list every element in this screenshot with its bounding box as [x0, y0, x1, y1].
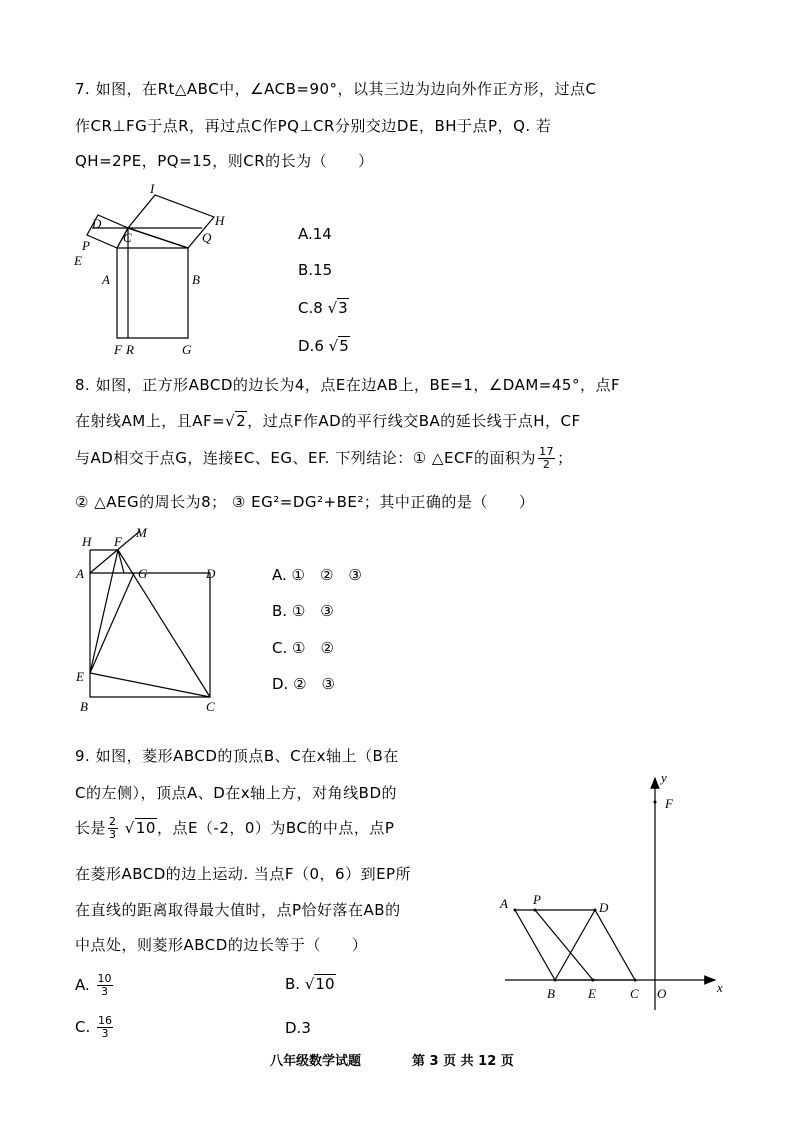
q8-option-a[interactable]: A. ① ② ③ — [272, 566, 362, 584]
q8-label-e: E — [76, 669, 84, 684]
q8-label-c: C — [206, 699, 215, 714]
q8-label-g: G — [138, 566, 148, 581]
q9-label-x: x — [717, 980, 723, 995]
q8-stem-line-3 — [75, 446, 573, 471]
q7-option-c-sqrt: √3 — [327, 299, 348, 317]
q7-option-d-sqrt: √5 — [328, 337, 349, 355]
q8-stem-line-1: 8. 如图，正方形ABCD的边长为4，点E在边AB上，BE=1，∠DAM=45°，点F — [75, 376, 621, 394]
q9-label-f: F — [665, 796, 673, 811]
q8-radicand: 2 — [236, 412, 247, 430]
q7-label-d: D — [92, 216, 102, 231]
q9-option-a-prefix: A. — [75, 976, 90, 994]
q7-label-c: C — [123, 230, 132, 245]
q9-option-b[interactable] — [285, 975, 336, 993]
q9-figure — [495, 770, 735, 1015]
q9-stem-line-2: C的左侧），顶点A、D在x轴上方，对角线BD的 — [75, 784, 398, 802]
q8-option-d[interactable]: D. ② ③ — [272, 675, 335, 693]
q8-fraction-num: 17 — [539, 445, 555, 458]
q9-label-c: C — [630, 986, 639, 1001]
q9-fraction-num: 2 — [109, 815, 117, 828]
q7-stem-line-3: QH=2PE，PQ=15，则CR的长为（ ） — [75, 152, 374, 170]
q9-option-a[interactable] — [75, 973, 115, 998]
q9-stem-line-6: 中点处，则菱形ABCD的边长等于（ ） — [75, 936, 368, 954]
q8-label-m: M — [136, 525, 147, 540]
q9-option-c-fraction — [97, 1015, 113, 1040]
q9-stem-line-1: 9. 如图，菱形ABCD的顶点B、C在x轴上（B在 — [75, 747, 399, 765]
q7-label-r: R — [126, 342, 134, 357]
q9-radicand: 10 — [135, 819, 156, 837]
q7-option-c-radicand: 3 — [338, 299, 348, 317]
q7-option-a[interactable]: A.14 — [298, 225, 332, 243]
q7-label-i: I — [150, 181, 155, 196]
q7-label-g: G — [182, 342, 192, 357]
q8-stem-line-2 — [75, 410, 581, 431]
q9-option-c-prefix: C. — [75, 1018, 91, 1036]
q9-label-e: E — [588, 986, 596, 1001]
q8-figure — [72, 525, 237, 715]
q9-line3-pre: 长是 — [75, 819, 107, 837]
q8-sqrt: √2 — [225, 412, 247, 430]
q9-label-a: A — [500, 896, 508, 911]
q8-fraction-den: 2 — [542, 458, 551, 471]
q8-line2-pre: 在射线AM上，且AF= — [75, 412, 226, 430]
q7-label-q: Q — [202, 230, 212, 245]
q8-stem-line-4: ② △AEG的周长为8； ③ EG²=DG²+BE²；其中正确的是（ ） — [75, 493, 535, 511]
q7-label-h: H — [215, 213, 225, 228]
q7-label-b: B — [192, 272, 200, 287]
q9-line3-post: ，点E（-2，0）为BC的中点，点P — [156, 819, 395, 837]
q8-label-h: H — [82, 534, 92, 549]
q7-option-d-prefix: D.6 — [298, 337, 324, 355]
q8-line3-pre: 与AD相交于点G，连接EC、EG、EF. 下列结论：① △ECF的面积为 — [75, 449, 537, 467]
q7-figure — [70, 180, 240, 365]
q7-label-p: P — [82, 238, 90, 253]
q7-option-c[interactable] — [298, 299, 349, 317]
q7-stem-line-1: 7. 如图，在Rt△ABC中，∠ACB=90°，以其三边为边向外作正方形，过点C — [75, 80, 597, 98]
q9-label-y: y — [661, 770, 667, 785]
q9-stem-line-3 — [75, 816, 394, 841]
q9-option-b-prefix: B. — [285, 975, 301, 993]
q8-line3-post: ； — [557, 449, 573, 467]
q9-option-b-sqrt: √10 — [304, 975, 335, 993]
q7-option-b[interactable]: B.15 — [298, 261, 333, 279]
q9-option-a-num: 10 — [97, 972, 112, 985]
q9-option-a-den: 3 — [101, 985, 109, 998]
q9-option-c-num: 16 — [98, 1014, 113, 1027]
q8-label-a: A — [76, 566, 84, 581]
q9-fraction — [108, 816, 118, 841]
q9-label-d: D — [599, 900, 609, 915]
q7-option-d-radicand: 5 — [339, 337, 349, 355]
q7-label-f: F — [114, 342, 122, 357]
q9-sqrt: √10 — [124, 819, 156, 837]
q8-option-c[interactable]: C. ① ② — [272, 639, 334, 657]
q9-label-p: P — [533, 892, 541, 907]
q7-stem-line-2: 作CR⊥FG于点R，再过点C作PQ⊥CR分别交边DE，BH于点P，Q. 若 — [75, 117, 552, 135]
q9-fraction-den: 3 — [109, 828, 117, 841]
q9-label-o: O — [657, 986, 667, 1001]
q8-fraction — [538, 446, 555, 471]
q7-label-a: A — [102, 272, 110, 287]
q9-option-d[interactable]: D.3 — [285, 1019, 311, 1037]
q9-option-a-fraction — [97, 973, 113, 998]
q8-label-b: B — [80, 699, 88, 714]
q9-option-c[interactable] — [75, 1015, 115, 1040]
q9-stem-line-5: 在直线的距离取得最大值时，点P恰好落在AB的 — [75, 901, 401, 919]
q9-option-c-den: 3 — [101, 1027, 109, 1040]
q7-label-e: E — [74, 253, 82, 268]
q8-label-d: D — [206, 566, 216, 581]
q9-label-b: B — [547, 986, 555, 1001]
q8-option-b[interactable]: B. ① ③ — [272, 602, 334, 620]
footer-subject: 八年级数学试题 — [270, 1054, 362, 1069]
q7-option-d[interactable] — [298, 337, 350, 355]
q9-stem-line-4: 在菱形ABCD的边上运动. 当点F（0，6）到EP所 — [75, 865, 412, 883]
q8-line2-post: ，过点F作AD的平行线交BA的延长线于点H，CF — [247, 412, 581, 430]
q9-option-b-radicand: 10 — [315, 975, 335, 993]
q8-label-f: F — [114, 534, 122, 549]
q7-option-c-prefix: C.8 — [298, 299, 323, 317]
footer-page-number: 第 3 页 共 12 页 — [412, 1054, 514, 1069]
